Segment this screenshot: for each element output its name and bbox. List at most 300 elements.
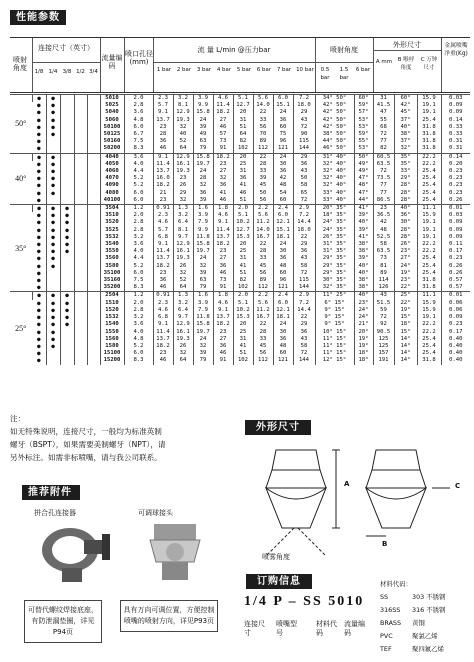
inlet-size-marker [87, 168, 100, 175]
spray-angle-cell: 32° 40° [315, 168, 354, 175]
inlet-size-marker: ● [60, 227, 74, 234]
flow-value-cell: 16.1 [173, 329, 193, 336]
flow-value-cell: 9.1 [153, 321, 173, 328]
flow-value-cell: 23 [213, 329, 233, 336]
inlet-size-marker: ● [36, 269, 41, 277]
flow-value-cell: 3.9 [193, 300, 213, 307]
flow-value-cell: 28 [153, 131, 173, 138]
flow-value-cell: 30 [273, 248, 293, 255]
orifice-cell: 3.2 [124, 234, 153, 241]
dim-B-cell: 26° [394, 241, 417, 248]
material-name: 316 不锈钢 [412, 606, 446, 614]
flow-value-cell: 82 [233, 277, 253, 284]
inlet-size-marker [87, 255, 100, 262]
flow-value-cell: 2.2 [253, 292, 273, 300]
dim-C-cell: 19.1 [417, 314, 441, 321]
flow-value-cell: 21 [153, 190, 173, 197]
inlet-size-marker [87, 182, 100, 189]
flow-value-cell: 58 [293, 263, 315, 270]
flow-value-cell: 43 [293, 336, 315, 343]
flow-value-cell: 6.0 [273, 300, 293, 307]
flow-value-cell: 8.1 [173, 227, 193, 234]
inlet-size-marker: ● [36, 175, 41, 183]
inlet-size-marker [46, 277, 60, 284]
inlet-size-marker: ● [36, 357, 41, 365]
flow-value-cell: 18.2 [153, 182, 173, 189]
orifice-cell: 6.0 [124, 190, 153, 197]
flow-value-cell: 36 [273, 168, 293, 175]
weight-cell: 0.26 [441, 270, 470, 277]
flow-value-cell: 45 [253, 263, 273, 270]
flow-value-cell: 64 [233, 131, 253, 138]
spray-angle-cell: 29° 35° [315, 255, 354, 262]
flow-value-cell: 1.8 [213, 292, 233, 300]
weight-cell: 0.01 [441, 292, 470, 300]
flow-value-cell: 11.4 [153, 161, 173, 168]
orifice-cell: 6.0 [124, 270, 153, 277]
spray-angle-cell: 39° [354, 227, 373, 234]
dim-A-cell: 55 [373, 117, 394, 124]
inlet-size-marker [60, 161, 74, 168]
flow-value-cell: 3.2 [173, 95, 193, 103]
dim-A-cell: 52.5 [373, 234, 394, 241]
flow-value-cell: 58 [293, 182, 315, 189]
flow-value-cell: 11.4 [213, 102, 233, 109]
table-row [10, 321, 470, 328]
inlet-size-marker [87, 102, 100, 109]
flow-value-cell: 3.9 [193, 95, 213, 103]
flow-value-cell: 73 [213, 138, 233, 145]
weight-cell: 0.23 [441, 190, 470, 197]
inlet-size-marker [60, 109, 74, 116]
dim-C-cell: 19.1 [417, 219, 441, 226]
inlet-size-marker: ● [46, 131, 60, 138]
spray-angle-cell: 42° 50° [315, 124, 354, 131]
flow-code-cell: 3520 [100, 219, 124, 226]
dim-A-cell: 41.5 [373, 102, 394, 109]
spray-angle-cell: 18° [354, 350, 373, 357]
spray-angle-cell: 29° 35° [315, 270, 354, 277]
flow-value-cell: 3.2 [173, 300, 193, 307]
flow-value-cell: 4.6 [213, 212, 233, 219]
table-row [10, 124, 470, 131]
inlet-size-marker [87, 131, 100, 138]
material-item [380, 591, 445, 604]
flow-value-cell: 22 [253, 321, 273, 328]
flow-value-cell: 15.8 [193, 109, 213, 116]
inlet-size-marker [87, 241, 100, 248]
inlet-size-marker: ● [60, 314, 74, 321]
flow-value-cell: 30 [273, 161, 293, 168]
inlet-size-marker: ● [36, 109, 41, 117]
dim-B-cell: 40° [394, 124, 417, 131]
inlet-size-marker: ● [46, 292, 60, 300]
orifice-cell: 5.2 [124, 343, 153, 350]
flow-value-cell: 22 [253, 241, 273, 248]
inlet-size-marker [87, 329, 100, 336]
table-row [10, 227, 470, 234]
notes-block [10, 412, 232, 464]
weight-cell: 0.20 [441, 161, 470, 168]
dim-A-cell: 77 [373, 190, 394, 197]
table-header [10, 37, 470, 93]
inlet-size-marker: ● [46, 205, 60, 213]
table-row [10, 270, 470, 277]
flow-value-cell: 18.0 [293, 227, 315, 234]
inlet-size-marker [87, 197, 100, 205]
inlet-size-marker [74, 248, 87, 255]
table-row [10, 168, 470, 175]
flow-value-cell: 7.2 [293, 300, 315, 307]
inlet-size-marker: ● [32, 153, 46, 161]
inlet-size-marker [60, 153, 74, 161]
flow-value-cell: 2.3 [153, 212, 173, 219]
header-p1: 1 bar [156, 67, 172, 73]
dim-C-cell: 31.8 [417, 138, 441, 145]
dim-B-cell: 60° [394, 95, 417, 103]
flow-value-cell: 24 [193, 255, 213, 262]
spray-angle-cell: 9° 15° [315, 314, 354, 321]
flow-value-cell: 20 [233, 321, 253, 328]
flow-value-cell: 29 [293, 109, 315, 116]
inlet-size-marker [60, 95, 74, 103]
flow-value-cell: 2.0 [233, 205, 253, 213]
flow-code-cell: 4060 [100, 168, 124, 175]
flow-value-cell: 51 [233, 197, 253, 205]
inlet-size-marker: ● [46, 161, 60, 168]
flow-code-cell: 40100 [100, 197, 124, 205]
flow-value-cell: 60 [273, 350, 293, 357]
table-row [10, 95, 470, 103]
flow-value-cell: 20 [233, 109, 253, 116]
dim-C-cell: 22.2 [417, 241, 441, 248]
material-item [380, 617, 445, 630]
material-title: 材料代码： [380, 580, 412, 588]
weight-cell: 0.31 [441, 145, 470, 153]
inlet-size-marker [87, 190, 100, 197]
flow-value-cell: 5.7 [153, 227, 173, 234]
flow-value-cell: 2.4 [273, 292, 293, 300]
flow-code-cell: 15200 [100, 357, 124, 364]
inlet-size-marker [46, 357, 60, 364]
flow-value-cell: 79 [193, 145, 213, 153]
dim-A-cell: 86.5 [373, 197, 394, 205]
dim-A-cell: 51.5 [373, 300, 394, 307]
header-p10: 10 bar [296, 67, 314, 73]
inlet-size-marker: ● [60, 212, 74, 219]
flow-value-cell: 63 [193, 277, 213, 284]
header-p6: 6 bar [256, 67, 272, 73]
flow-code-cell: 50200 [100, 145, 124, 153]
spray-angle-cell: 38° [354, 284, 373, 292]
notes-line-1: 如无特殊说明，连接尺寸，一般均为标准英制 [10, 427, 162, 436]
header-size-38: 3/8 [62, 69, 72, 75]
inlet-size-marker: ● [36, 182, 41, 190]
flow-value-cell: 6.0 [273, 212, 293, 219]
flow-value-cell: 52 [173, 277, 193, 284]
spray-angle-cell: 42° 50° [315, 117, 354, 124]
flow-value-cell: 28 [253, 329, 273, 336]
dim-A-cell: 72 [373, 314, 394, 321]
dim-A-cell: 72 [373, 131, 394, 138]
inlet-size-marker [74, 321, 87, 328]
table-row [10, 307, 470, 314]
spray-angle-group: 25° [10, 292, 32, 365]
flow-value-cell: 30 [273, 329, 293, 336]
dim-A-cell: 73 [373, 255, 394, 262]
flow-value-cell: 39 [193, 350, 213, 357]
dim-B-cell: 35° [394, 161, 417, 168]
flow-value-cell: 3.2 [173, 212, 193, 219]
dim-A-cell: 114 [373, 277, 394, 284]
orifice-cell: 2.8 [124, 227, 153, 234]
inlet-size-marker: ● [46, 329, 60, 336]
flow-value-cell: 19.3 [173, 168, 193, 175]
spray-angle-cell: 57° [354, 109, 373, 116]
flow-value-cell: 13.7 [153, 336, 173, 343]
flow-code-cell: 1550 [100, 329, 124, 336]
flow-code-cell: 3525 [100, 227, 124, 234]
inlet-size-marker [46, 284, 60, 292]
flow-value-cell: 23 [213, 161, 233, 168]
inlet-size-marker: ● [46, 212, 60, 219]
dim-B-cell: 32° [394, 145, 417, 153]
flow-value-cell: 2.9 [293, 292, 315, 300]
flow-value-cell: 41 [233, 343, 253, 350]
spray-angle-cell: 24° 35° [315, 219, 354, 226]
dim-label-B: B [382, 540, 388, 548]
flow-value-cell: 36 [193, 190, 213, 197]
flow-value-cell: 32 [213, 175, 233, 182]
flow-value-cell: 31 [233, 255, 253, 262]
flow-value-cell: 2.4 [273, 205, 293, 213]
table-row [10, 314, 470, 321]
weight-cell: 0.26 [441, 263, 470, 270]
flow-code-cell: 1520 [100, 307, 124, 314]
flow-value-cell: 36 [213, 263, 233, 270]
flow-value-cell: 3.9 [193, 212, 213, 219]
flow-value-cell: 5.1 [233, 95, 253, 103]
spray-angle-cell: 42° 50° [315, 102, 354, 109]
inlet-size-marker: ● [46, 263, 60, 270]
inlet-size-marker: ● [36, 262, 41, 270]
table-row [10, 153, 470, 161]
flow-code-cell: 5010 [100, 95, 124, 103]
flow-value-cell: 32 [193, 182, 213, 189]
inlet-size-marker [87, 227, 100, 234]
dim-A-cell: 125 [373, 336, 394, 343]
flow-value-cell: 46 [153, 284, 173, 292]
inlet-size-marker [74, 307, 87, 314]
inlet-size-marker: ● [36, 123, 41, 131]
inlet-size-marker: ● [36, 248, 41, 256]
dim-A-cell: 31 [373, 95, 394, 103]
dim-A-cell: 89 [373, 270, 394, 277]
flow-value-cell: 27 [213, 117, 233, 124]
table-row [10, 277, 470, 284]
flow-value-cell: 89 [253, 277, 273, 284]
flow-value-cell: 56 [253, 350, 273, 357]
dim-A-cell: 77 [373, 138, 394, 145]
flow-value-cell: 6.0 [273, 95, 293, 103]
spray-angle-cell: 39° [354, 255, 373, 262]
table-row [10, 197, 470, 205]
flow-value-cell: 29 [173, 190, 193, 197]
flow-value-cell: 32 [193, 263, 213, 270]
flow-value-cell: 28 [253, 161, 273, 168]
notes-label: 注： [10, 414, 26, 423]
section-title: 性能参数 [10, 10, 66, 25]
inlet-size-marker [74, 205, 87, 213]
material-code: BRASS [380, 619, 402, 627]
dim-C-cell: 11.1 [417, 292, 441, 300]
material-code: 316SS [380, 606, 401, 614]
flow-code-cell: 3580 [100, 263, 124, 270]
inlet-size-marker [87, 277, 100, 284]
flow-code-cell: 50125 [100, 131, 124, 138]
spray-angle-cell: 41° [354, 234, 373, 241]
flow-value-cell: 27 [213, 336, 233, 343]
dim-A-cell: 125 [373, 343, 394, 350]
orifice-cell: 4.4 [124, 168, 153, 175]
inlet-size-marker: ● [36, 241, 41, 249]
header-orifice: 喷口孔径(mm) [125, 50, 153, 66]
dim-B-cell: 37° [394, 117, 417, 124]
spray-angle-cell: 39° [354, 212, 373, 219]
spray-angle-cell: 60° [354, 95, 373, 103]
flow-code-cell: 4080 [100, 190, 124, 197]
dim-B-cell: 28° [394, 190, 417, 197]
header-flow: 流 量 L/min @压力bar [197, 46, 271, 54]
flow-value-cell: 29 [293, 153, 315, 161]
inlet-size-marker: ● [60, 234, 74, 241]
inlet-size-marker [60, 175, 74, 182]
inlet-size-marker [87, 284, 100, 292]
inlet-size-marker [60, 329, 74, 336]
flow-value-cell: 9.1 [153, 153, 173, 161]
flow-value-cell: 36 [153, 138, 173, 145]
inlet-size-marker [74, 277, 87, 284]
spray-angle-cell: 24° [354, 314, 373, 321]
orifice-cell: 1.2 [124, 205, 153, 213]
spray-angle-cell: 10° 15° [315, 329, 354, 336]
flow-value-cell: 90 [293, 131, 315, 138]
flow-value-cell: 32 [173, 197, 193, 205]
table-row [10, 190, 470, 197]
flow-value-cell: 29 [293, 241, 315, 248]
inlet-size-marker [87, 270, 100, 277]
inlet-size-marker [60, 190, 74, 197]
inlet-size-marker [60, 131, 74, 138]
flow-value-cell: 1.3 [173, 205, 193, 213]
dim-C-cell: 25.4 [417, 270, 441, 277]
inlet-size-marker: ● [60, 292, 74, 300]
orifice-cell: 3.6 [124, 321, 153, 328]
inlet-size-marker [87, 357, 100, 364]
table-row [10, 300, 470, 307]
dim-B-cell: 28° [394, 227, 417, 234]
inlet-size-marker: ● [36, 233, 41, 241]
dim-A-cell: 48 [373, 227, 394, 234]
spray-angle-label: 喷雾角度 [262, 553, 290, 561]
weight-cell: 0.06 [441, 300, 470, 307]
flow-value-cell: 6.4 [173, 219, 193, 226]
flow-value-cell: 144 [293, 145, 315, 153]
orifice-cell: 5.2 [124, 175, 153, 182]
flow-value-cell: 29 [293, 321, 315, 328]
flow-value-cell: 22 [293, 234, 315, 241]
flow-value-cell: 8.1 [173, 102, 193, 109]
flow-code-cell: 2504 [100, 292, 124, 300]
inlet-size-marker: ● [46, 182, 60, 189]
flow-value-cell: 23 [153, 270, 173, 277]
orifice-cell: 7.5 [124, 138, 153, 145]
header-dims: 外形尺寸 [393, 41, 421, 49]
flow-value-cell: 2.3 [153, 95, 173, 103]
spray-angle-cell: 32° 35° [315, 284, 354, 292]
inlet-size-marker [60, 117, 74, 124]
flow-code-cell: 50160 [100, 138, 124, 145]
inlet-size-marker: ● [46, 248, 60, 255]
spray-angle-cell: 42° 50° [315, 109, 354, 116]
flow-value-cell: 36 [213, 182, 233, 189]
spray-angle-cell: 11° 15° [315, 343, 354, 350]
table-row [10, 343, 470, 350]
flow-value-cell: 12.9 [173, 321, 193, 328]
header-p05: 0.5 bar [320, 67, 330, 81]
inlet-size-marker [60, 182, 74, 189]
order-code: 1/4 P – SS 5010 [244, 594, 365, 609]
flow-code-cell: 5025 [100, 102, 124, 109]
dim-A-cell: 82 [373, 145, 394, 153]
inlet-size-marker [74, 197, 87, 205]
flow-value-cell: 46 [233, 190, 253, 197]
dim-C-cell: 25.4 [417, 190, 441, 197]
flow-code-cell: 5040 [100, 109, 124, 116]
flow-value-cell: 11.8 [193, 234, 213, 241]
inlet-size-marker: ● [36, 350, 41, 358]
weight-cell: 0.17 [441, 329, 470, 336]
flow-value-cell: 33 [253, 168, 273, 175]
inlet-size-marker [87, 350, 100, 357]
inlet-size-marker [74, 124, 87, 131]
material-code: TEF [380, 645, 392, 653]
flow-code-cell: 1560 [100, 336, 124, 343]
spray-angle-group: 35° [10, 205, 32, 292]
dim-A-cell: 63.5 [373, 248, 394, 255]
flow-value-cell: 6.4 [173, 307, 193, 314]
flow-value-cell: 18.2 [153, 263, 173, 270]
flow-value-cell: 112 [253, 284, 273, 292]
header-inlet: 连接尺寸（英寸） [38, 44, 94, 52]
dim-C-cell: 25.4 [417, 350, 441, 357]
spray-angle-cell: 40° [354, 219, 373, 226]
flow-value-cell: 51 [233, 270, 253, 277]
inlet-size-marker [87, 314, 100, 321]
flow-value-cell: 36 [233, 175, 253, 182]
inlet-size-marker [87, 300, 100, 307]
flow-value-cell: 16.0 [153, 175, 173, 182]
inlet-size-marker: ● [46, 153, 60, 161]
flow-code-cell: 3532 [100, 234, 124, 241]
inlet-size-marker [60, 102, 74, 109]
dim-C-cell: 25.4 [417, 255, 441, 262]
flow-value-cell: 15.1 [273, 102, 293, 109]
flow-value-cell: 40 [173, 131, 193, 138]
flow-value-cell: 11.2 [253, 307, 273, 314]
flow-value-cell: 96 [273, 138, 293, 145]
flow-value-cell: 36 [293, 248, 315, 255]
